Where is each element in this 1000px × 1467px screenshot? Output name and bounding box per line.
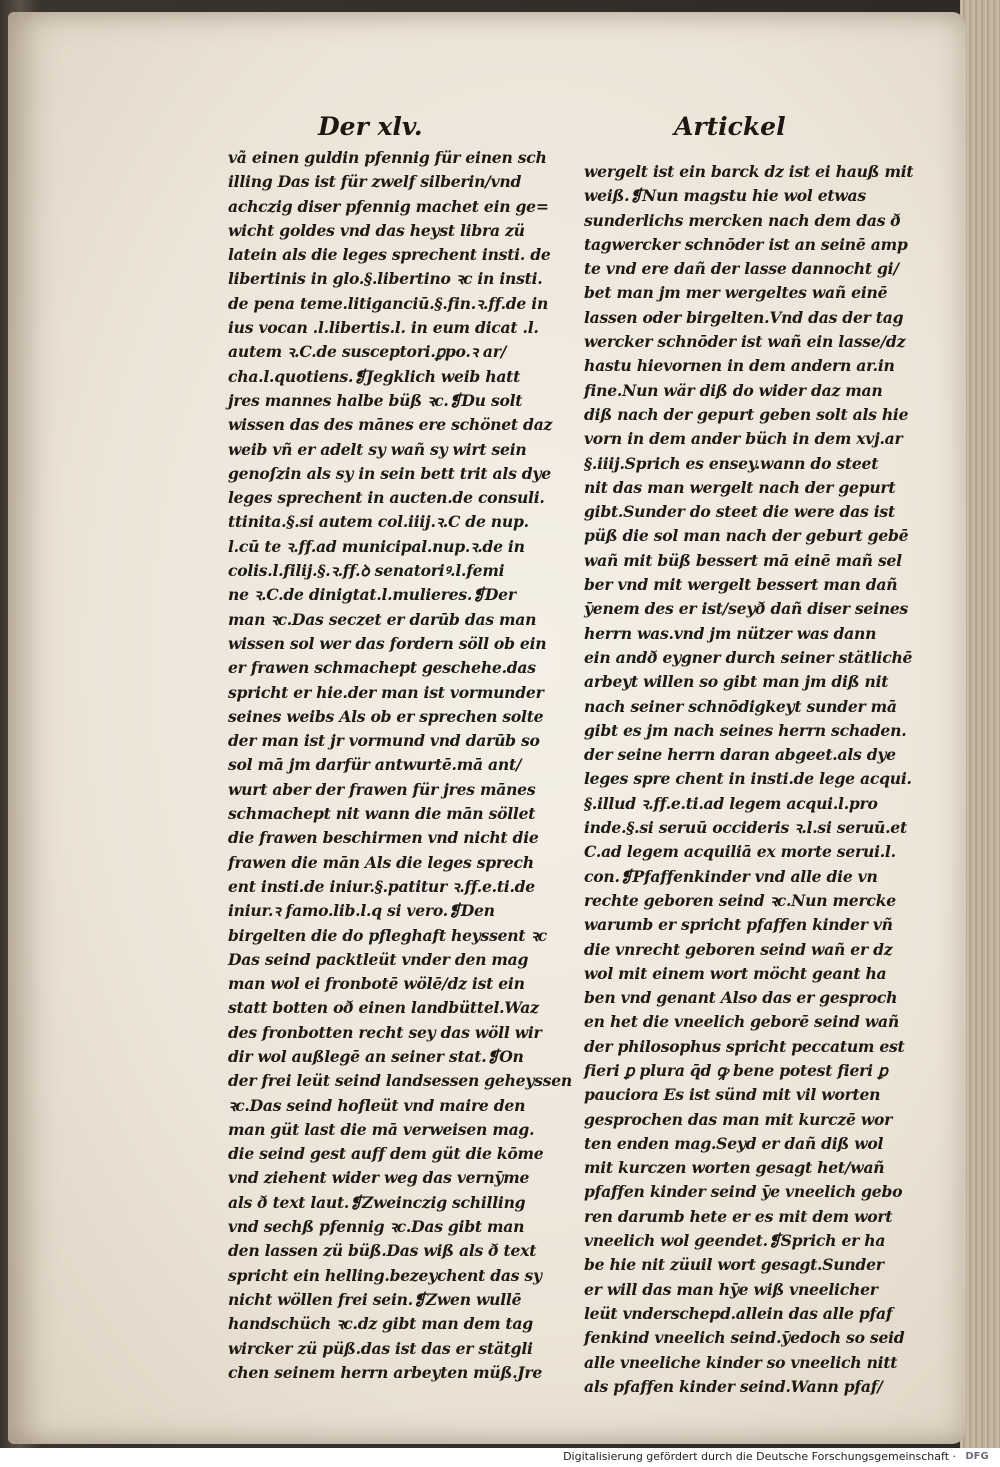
text-line: als pfaffen kinder seind.Wann pfaf/ <box>584 1376 883 1396</box>
text-line: l.cū te ꝛ.ff.ad municipal.nup.ꝛ.de in <box>228 536 525 556</box>
text-line: cha.l.quotiens.❡Jegklich weib hatt <box>228 366 521 386</box>
text-line: nit das man wergelt nach der gepurt <box>584 477 896 497</box>
text-line: jres mannes halbe büß ꝛc.❡Du solt <box>228 390 523 410</box>
text-line: wañ mit büß bessert mā einē mañ sel <box>584 550 902 570</box>
text-line: nach seiner schnōdigkeyt sunder mā <box>584 696 897 716</box>
text-line: man wol ei fronbotē wölē/dz ist ein <box>228 974 525 994</box>
text-line: arbeyt willen so gibt man jm diß nit <box>584 672 889 692</box>
text-line: weiß.❡Nun magstu hie wol etwas <box>584 186 866 206</box>
text-line: rechte geboren seind ꝛc.Nun mercke <box>584 890 896 910</box>
text-line: frawen die mān Als die leges sprech <box>228 852 534 872</box>
text-line: de pena teme.litiganciū.§.fin.ꝛ.ff.de in <box>228 293 549 313</box>
text-line: püß die sol man nach der geburt gebē <box>584 526 909 546</box>
text-line: autem ꝛ.C.de susceptori.ꝑpo.ꝛ ar/ <box>228 342 507 362</box>
text-line: te vnd ere dañ der lasse dannocht gi/ <box>584 259 899 279</box>
running-head-left: Der xlv. <box>318 112 423 141</box>
text-line: illing Das ist für zwelf silberin/vnd <box>228 172 522 192</box>
text-line: man güt last die mā verweisen mag. <box>228 1119 535 1139</box>
text-line: leüt vnderschepd.allein das alle pfaf <box>584 1303 893 1323</box>
text-line: der frei leüt seind landsessen geheyssen <box>228 1071 572 1091</box>
text-line: §.iiij.Sprich es ensey.wann do steet <box>584 453 879 473</box>
text-line: als ð text laut.❡Zweinczig schilling <box>228 1192 526 1212</box>
text-line: wurt aber der frawen für jres mānes <box>228 779 536 799</box>
text-line: vnd sechß pfennig ꝛc.Das gibt man <box>228 1217 525 1237</box>
text-line: der man ist jr vormund vnd darūb so <box>228 731 540 751</box>
text-line: bet man jm mer wergeltes wañ einē <box>584 283 888 303</box>
text-line: C.ad legem acquiliā ex morte serui.l. <box>584 842 896 862</box>
text-line: colis.l.filij.§.ꝛ.ff.ꝺ senatoriꝰ.l.femi <box>228 561 505 581</box>
text-line: der seine herrn daran abgeet.als dye <box>584 745 896 765</box>
text-line: vnd ziehent wider weg das vernȳme <box>228 1168 530 1188</box>
text-line: ren darumb hete er es mit dem wort <box>584 1206 893 1226</box>
text-line: fieri ꝑ plura q̄d ꝙ bene potest fieri ꝑ <box>584 1060 888 1080</box>
text-line: die frawen beschirmen vnd nicht die <box>228 828 539 848</box>
text-line: mit kurczen worten gesagt het/wañ <box>584 1158 885 1178</box>
text-line: die seind gest auff dem güt die kōme <box>228 1144 544 1164</box>
text-line: birgelten die do pfleghaft heyssent ꝛc <box>228 925 547 945</box>
text-line: er will das man hȳe wiß vneelicher <box>584 1279 878 1299</box>
text-line: ten enden mag.Seyd er dañ diß wol <box>584 1133 884 1153</box>
text-line: ber vnd mit wergelt bessert man dañ <box>584 575 898 595</box>
text-line: pauciora Es ist sünd mit vil worten <box>584 1085 881 1105</box>
text-line: statt botten oð einen landbüttel.Waz <box>228 998 539 1018</box>
text-line: spricht ein helling.bezeychent das sy <box>228 1265 542 1285</box>
dfg-logo: DFG <box>965 1451 989 1462</box>
text-line: iniur.ꝛ famo.lib.l.q si vero.❡Den <box>228 901 495 921</box>
text-line: wissen sol wer das fordern söll ob ein <box>228 633 547 653</box>
text-line: ein andð eygner durch seiner stätlichē <box>584 647 913 667</box>
text-line: ne ꝛ.C.de dinigtat.l.mulieres.❡Der <box>228 585 516 605</box>
text-line: lassen oder birgelten.Vnd das der tag <box>584 307 904 327</box>
text-line: con.❡Pfaffenkinder vnd alle die vn <box>584 866 878 886</box>
text-column-left <box>228 146 572 1385</box>
text-line: handschüch ꝛc.dz gibt man dem tag <box>228 1314 533 1334</box>
text-line: gibt es jm nach seines herrn schaden. <box>584 720 907 740</box>
text-line: wol mit einem wort möcht geant ha <box>584 963 887 983</box>
text-line: ben vnd genant Also das er gesproch <box>584 988 898 1008</box>
text-line: ius vocan .l.libertis.l. in eum dicat .l. <box>228 318 539 338</box>
text-line: leges spre chent in insti.de lege acqui. <box>584 769 912 789</box>
text-line: gesprochen das man mit kurczē wor <box>584 1109 893 1129</box>
text-line: inde.§.si seruū occideris ꝛ.l.si seruū.et <box>584 818 907 838</box>
text-line: be hie nit züuil wort gesagt.Sunder <box>584 1255 884 1275</box>
text-line: nicht wöllen frei sein.❡Zwen wullē <box>228 1289 522 1309</box>
text-line: wergelt ist ein barck dz ist ei hauß mit <box>584 162 914 181</box>
text-line: fenkind vneelich seind.ȳedoch so seid <box>584 1328 905 1348</box>
text-line: gibt.Sunder do steet die were das ist <box>584 502 895 522</box>
text-line: der philosophus spricht peccatum est <box>584 1036 905 1056</box>
text-line: fine.Nun wär diß do wider daz man <box>584 380 883 400</box>
text-line: ttinita.§.si autem col.iiij.ꝛ.C de nup. <box>228 512 529 532</box>
text-line: sunderlichs mercken nach dem das ð <box>584 210 901 230</box>
text-line: alle vneeliche kinder so vneelich nitt <box>584 1352 898 1372</box>
text-line: dir wol außlegē an seiner stat.❡On <box>228 1046 524 1066</box>
text-line: man ꝛc.Das seczet er darūb das man <box>228 609 537 629</box>
text-line: en het die vneelich geborē seind wañ <box>584 1012 899 1032</box>
text-line: seines weibs Als ob er sprechen solte <box>228 706 544 726</box>
text-line: wicht goldes vnd das heyst libra zü <box>228 220 525 240</box>
text-line: pfaffen kinder seind ȳe vneelich gebo <box>584 1182 903 1202</box>
text-line: die vnrecht geboren seind wañ er dz <box>584 939 893 959</box>
text-line: vneelich wol geendet.❡Sprich er ha <box>584 1231 886 1251</box>
text-line: achczig diser pfennig machet ein ge= <box>228 196 549 216</box>
text-line: wircker zü püß.das ist das er stätgli <box>228 1338 533 1358</box>
text-line: §.illud ꝛ.ff.e.ti.ad legem acqui.l.pro <box>584 793 878 813</box>
text-line: libertinis in glo.§.libertino ꝛc in insti. <box>228 269 543 289</box>
text-line: weib vñ er adelt sy wañ sy wirt sein <box>228 439 527 459</box>
text-line: ȳenem des er ist/seyð dañ diser seines <box>584 599 909 619</box>
text-line: Das seind packtleüt vnder den mag <box>228 949 529 969</box>
text-line: des fronbotten recht sey das wöll wir <box>228 1022 542 1042</box>
text-column-right <box>584 160 914 1399</box>
text-line: schmachept nit wann die mān söllet <box>228 804 536 824</box>
text-line: latein als die leges sprechent insti. de <box>228 245 551 265</box>
text-line: sol mā jm darfür antwurtē.mā ant/ <box>228 755 522 775</box>
text-line: vorn in dem ander büch in dem xvj.ar <box>584 429 903 449</box>
text-line: wissen das des mānes ere schönet daz <box>228 415 553 435</box>
running-head-right: Artickel <box>674 112 786 141</box>
text-line: hastu hievornen in dem andern ar.in <box>584 356 895 376</box>
text-line: warumb er spricht pfaffen kinder vñ <box>584 915 893 935</box>
text-line: leges sprechent in aucten.de consuli. <box>228 488 545 508</box>
text-line: diß nach der gepurt geben solt als hie <box>584 404 909 424</box>
footer-bar <box>0 1448 1000 1467</box>
text-line: ꝛc.Das seind hofleüt vnd maire den <box>228 1095 526 1115</box>
text-line: vã einen guldin pfennig für einen sch <box>228 148 547 167</box>
text-line: chen seinem herrn arbeyten müß.Jre <box>228 1362 543 1382</box>
text-line: ent insti.de iniur.§.patitur ꝛ.ff.e.ti.de <box>228 876 535 896</box>
book-page-edges <box>960 0 1000 1448</box>
text-line: tagwercker schnōder ist an seinē amp <box>584 234 908 254</box>
text-line: er frawen schmachept geschehe.das <box>228 658 536 678</box>
text-line: wercker schnōder ist wañ ein lasse/dz <box>584 332 906 352</box>
funding-credit: Digitalisierung gefördert durch die Deutsche Forschungsgemeinschaft · <box>563 1450 956 1463</box>
text-line: spricht er hie.der man ist vormunder <box>228 682 544 702</box>
text-line: herrn was.vnd jm nützer was dann <box>584 623 877 643</box>
text-line: genoſzin als sy in sein bett trit als dye <box>228 463 551 483</box>
text-line: den lassen zü büß.Das wiß als ð text <box>228 1241 537 1261</box>
